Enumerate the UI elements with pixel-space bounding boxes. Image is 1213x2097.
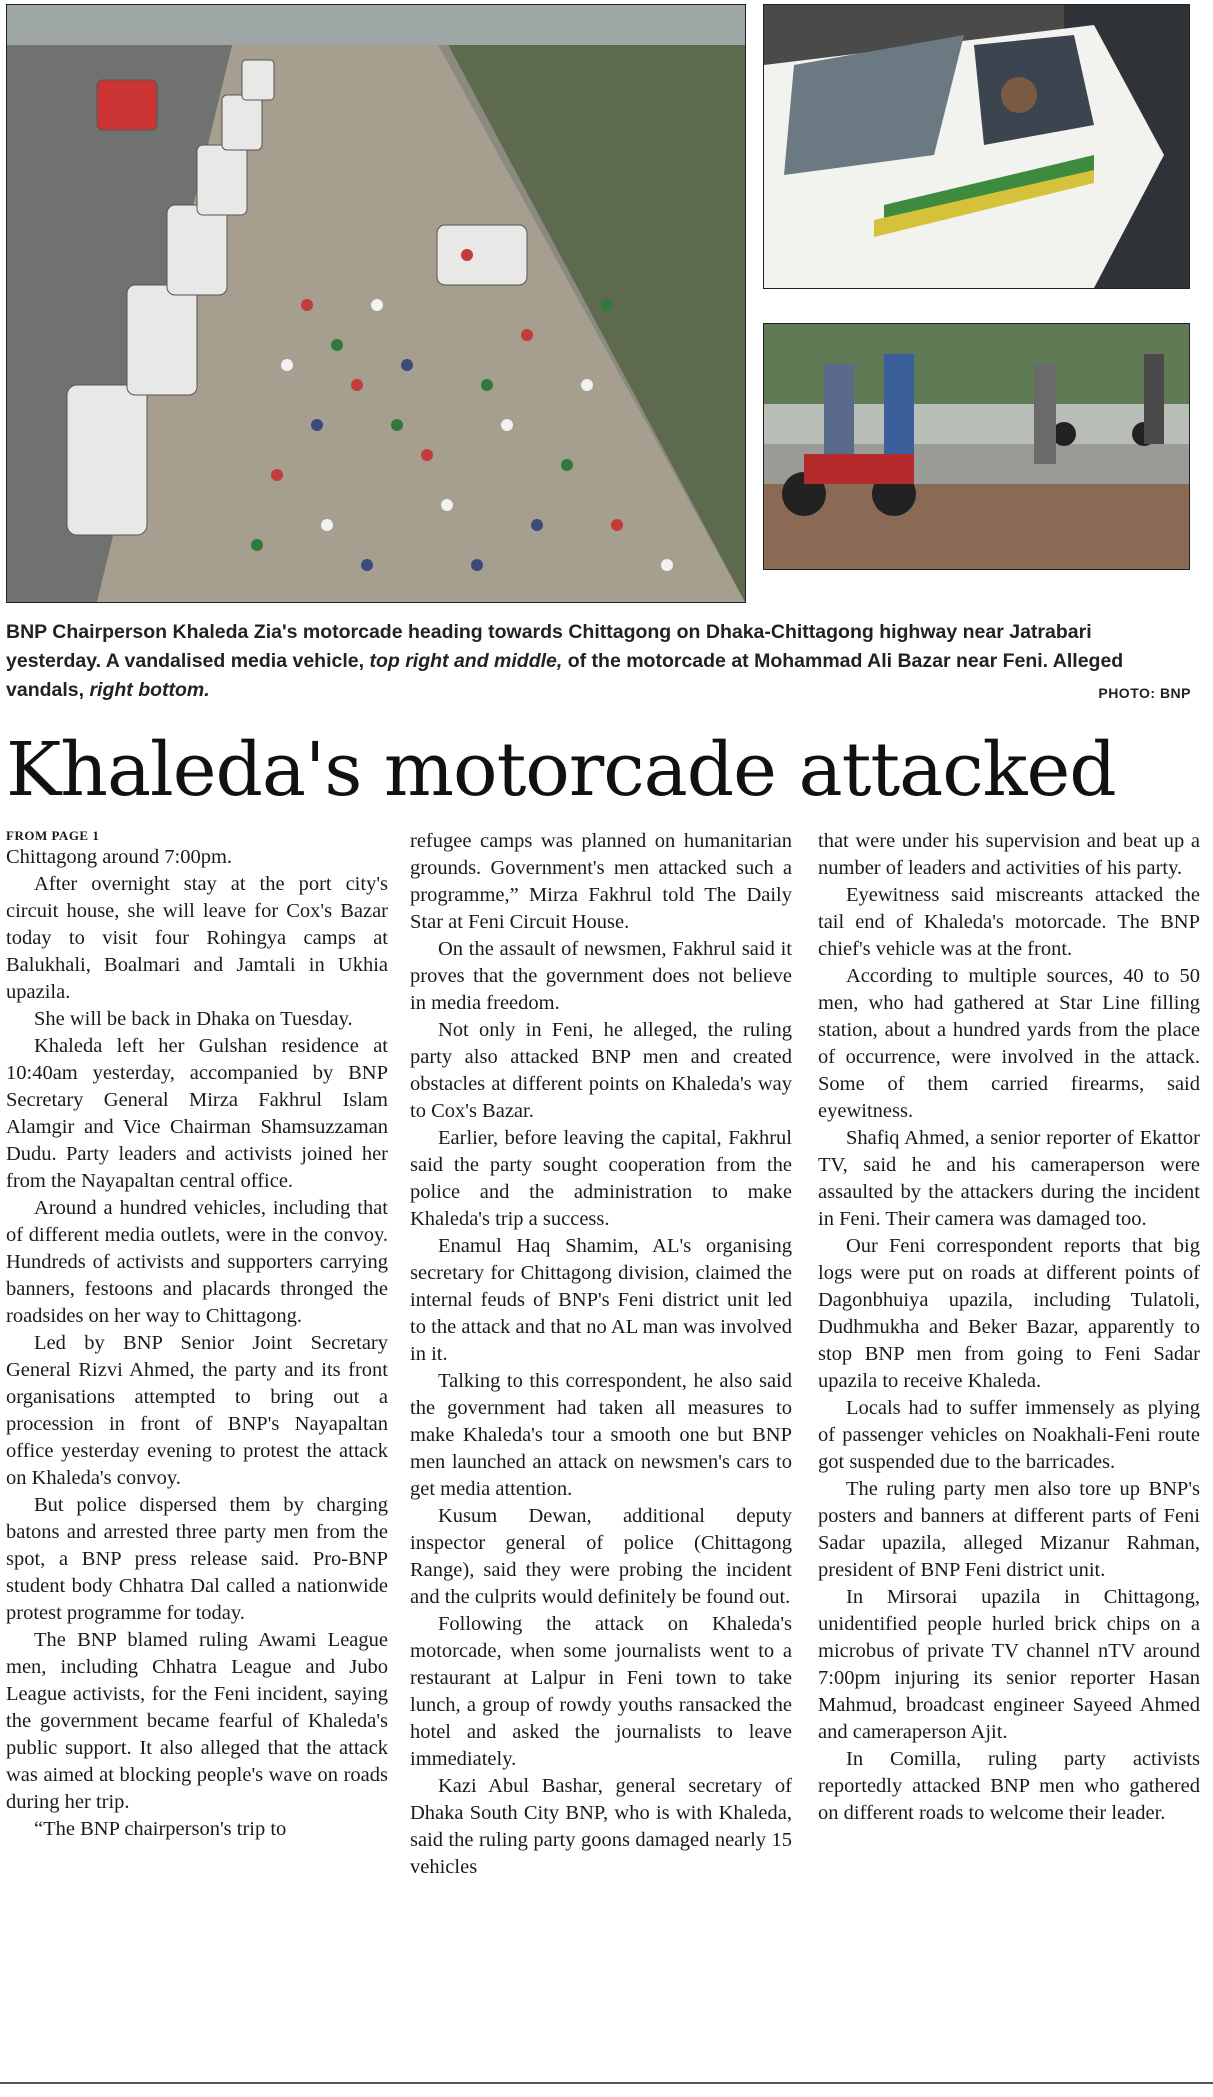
from-page-label: FROM PAGE 1 [6,828,100,843]
paragraph: Eyewitness said miscreants attacked the tail end of Khaleda's motorcade. The BNP chief's vehicle was at the front. [818,884,1200,960]
paragraph: Chittagong around 7:00pm. [6,846,233,868]
paragraph: “The BNP chairperson's trip to [34,1818,287,1840]
article-column-2 [410,828,792,1881]
paragraph: Locals had to suffer immensely as plying of passenger vehicles on Noakhali-Feni route got suspended due to the barricades. [818,1397,1200,1473]
paragraph: Around a hundred vehicles, including that of different media outlets, were in the convoy. Hundreds of activists and supporters carrying banners, festoons and placards thronged the roadsides on her way to Chittagong. [6,1197,388,1327]
paragraph: After overnight stay at the port city's circuit house, she will leave for Cox's Bazar today to visit four Rohingya camps at Balukhali, Boalmari and Jamtali in Ukhia upazila. [6,873,388,1003]
paragraph: The ruling party men also tore up BNP's posters and banners at different parts of Feni Sadar upazila, alleged Mizanur Rahman, president of BNP Feni district unit. [818,1478,1200,1581]
paragraph: Kazi Abul Bashar, general secretary of Dhaka South City BNP, who is with Khaleda, said the ruling party goons damaged nearly 15 vehicles [410,1775,792,1878]
paragraph: Enamul Haq Shamim, AL's organising secretary for Chittagong division, claimed the internal feuds of BNP's Feni district unit led to the attack and that no AL man was involved in it. [410,1235,792,1365]
paragraph: Shafiq Ahmed, a senior reporter of Ekattor TV, said he and his cameraperson were assaulted by the attackers during the incident in Feni. Their camera was damaged too. [818,1127,1200,1230]
paragraph: In Mirsorai upazila in Chittagong, unidentified people hurled brick chips on a microbus of private TV channel nTV around 7:00pm injuring its senior reporter Hasan Mahmud, broadcast engineer Sayeed Ahmed and cameraperson Ajit. [818,1586,1200,1743]
paragraph: The BNP blamed ruling Awami League men, including Chhatra League and Jubo League activists, for the Feni incident, saying the government became fearful of Khaleda's public support. It also alleged that the attack was aimed at blocking people's wave on roads during her trip. [6,1629,388,1813]
paragraph: Khaleda left her Gulshan residence at 10:40am yesterday, accompanied by BNP Secretary General Mirza Fakhrul Islam Alamgir and Vice Chairman Shamsuzzaman Dudu. Party leaders and activists joined her from the Nayapaltan central office. [6,1035,388,1192]
vandalised-vehicle-photo [763,4,1190,289]
paragraph: Not only in Feni, he alleged, the ruling party also attacked BNP men and created obstacles at different points on Khaleda's way to Cox's Bazar. [410,1019,792,1122]
article-column-3 [818,828,1200,1827]
paragraph: Talking to this correspondent, he also said the government had taken all measures to make Khaleda's tour a smooth one but BNP men launched an attack on newsmen's cars to get media attention. [410,1370,792,1500]
paragraph: On the assault of newsmen, Fakhrul said it proves that the government does not believe in media freedom. [410,938,792,1014]
paragraph: Earlier, before leaving the capital, Fakhrul said the party sought cooperation from the police and the administration to make Khaleda's trip a success. [410,1127,792,1230]
motorcade-photo [6,4,746,603]
paragraph: that were under his supervision and beat up a number of leaders and activities of his party. [818,830,1200,879]
paragraph: She will be back in Dhaka on Tuesday. [34,1008,353,1030]
paragraph: But police dispersed them by charging batons and arrested three party men from the spot, a BNP press release said. Pro-BNP student body Chhatra Dal called a nationwide protest programme for today. [6,1494,388,1624]
article-column-1 [6,828,388,1843]
paragraph: Led by BNP Senior Joint Secretary General Rizvi Ahmed, the party and its front organisations attempted to bring out a procession in front of BNP's Nayapaltan office yesterday evening to protest the attack on Khaleda's convoy. [6,1332,388,1489]
bottom-rule [0,2082,1213,2084]
paragraph: According to multiple sources, 40 to 50 men, who had gathered at Star Line filling station, about a hundred yards from the place of occurrence, were involved in the attack. Some of them carried firearms, said eyewitness. [818,965,1200,1122]
paragraph: In Comilla, ruling party activists reportedly attacked BNP men who gathered on different roads to welcome their leader. [818,1748,1200,1824]
paragraph: Following the attack on Khaleda's motorcade, when some journalists went to a restaurant at Lalpur in Feni town to take lunch, a group of rowdy youths ransacked the hotel and asked the journalists to leave immediately. [410,1613,792,1770]
photo-caption: BNP Chairperson Khaleda Zia's motorcade heading towards Chittagong on Dhaka-Chittagong highway near Jatrabari yesterday. A vandalised media vehicle, top right and middle, of the motorcade at Mohammad Ali Bazar near Feni. Alleged vandals, right bottom. [6,621,1124,701]
paragraph: refugee camps was planned on humanitarian grounds. Government's men attacked such a programme,” Mirza Fakhrul told The Daily Star at Feni Circuit House. [410,830,792,933]
paragraph: Kusum Dewan, additional deputy inspector general of police (Chittagong Range), said they were probing the incident and the culprits would definitely be found out. [410,1505,792,1608]
headline: Khaleda's motorcade attacked [6,727,1116,813]
photo-credit: PHOTO: BNP [1098,685,1191,701]
alleged-vandals-photo [763,323,1190,570]
paragraph: Our Feni correspondent reports that big logs were put on roads at different points of Dagonbhuiya upazila, including Tulatoli, Dudhmukha and Beker Bazar, apparently to stop BNP men from going to Feni Sadar upazila to receive Khaleda. [818,1235,1200,1392]
